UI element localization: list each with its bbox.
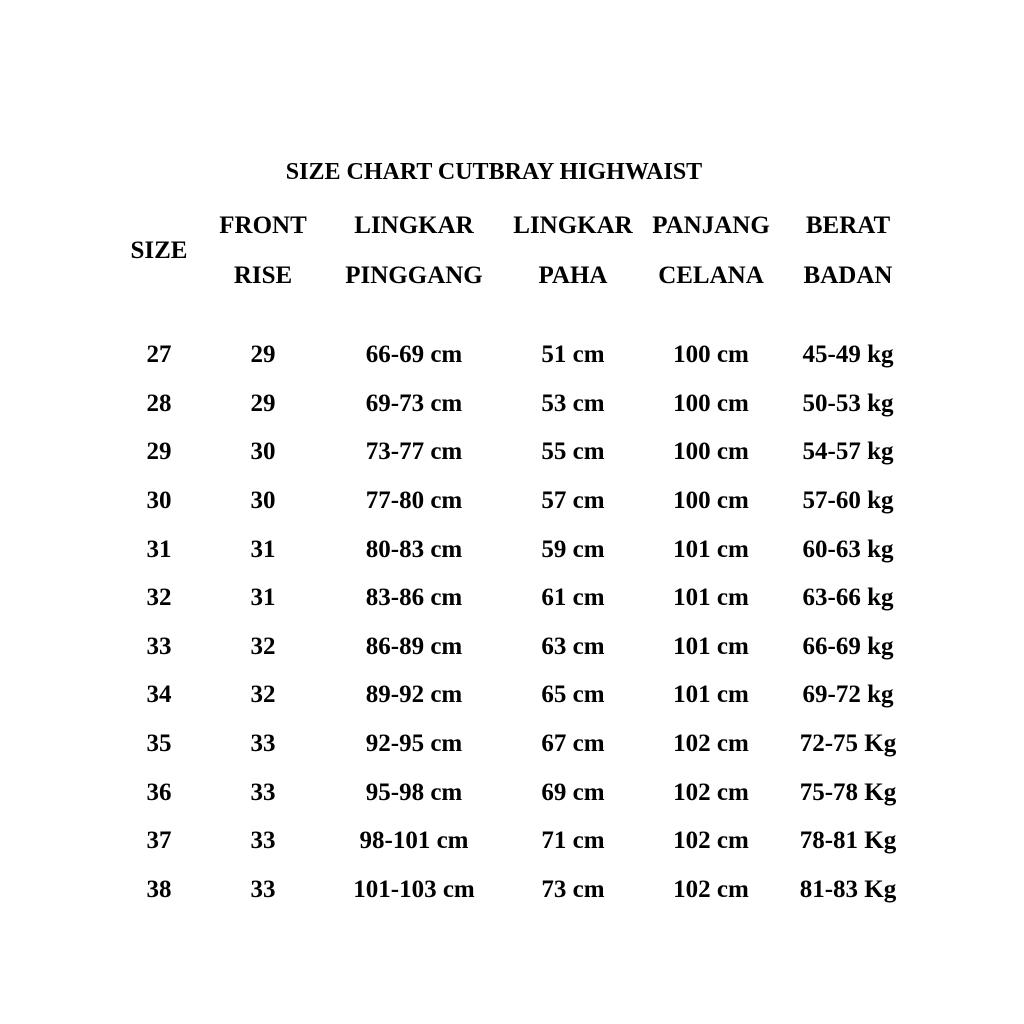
cell-size: 33 — [146, 632, 172, 660]
column-header-front-rise — [213, 201, 313, 301]
column-header-line: CELANA — [658, 262, 764, 289]
cell-front-rise: 30 — [250, 438, 276, 466]
column-header-size — [105, 201, 213, 301]
cell-berat-badan: 45-49 kg — [802, 341, 894, 369]
column-header-line: PAHA — [538, 262, 608, 289]
cell-panjang-celana: 100 cm — [673, 487, 749, 515]
cell-lingkar-paha: 55 cm — [541, 438, 605, 466]
cell-berat-badan: 75-78 Kg — [799, 778, 897, 806]
column-header-line: PANJANG — [652, 212, 770, 239]
cell-panjang-celana: 100 cm — [673, 438, 749, 466]
cell-berat-badan: 78-81 Kg — [799, 827, 897, 855]
cell-front-rise: 32 — [250, 632, 276, 660]
cell-size: 30 — [146, 487, 172, 515]
cell-size: 34 — [146, 681, 172, 709]
size-chart-table — [105, 0, 905, 1024]
cell-lingkar-pinggang: 98-101 cm — [359, 827, 469, 855]
cell-lingkar-paha: 69 cm — [541, 778, 605, 806]
cell-berat-badan: 72-75 Kg — [799, 730, 897, 758]
cell-lingkar-pinggang: 92-95 cm — [365, 730, 463, 758]
table-row — [105, 428, 905, 477]
cell-front-rise: 31 — [250, 584, 276, 612]
column-header-lingkar-pinggang — [313, 201, 515, 301]
table-row — [105, 671, 905, 720]
column-header-panjang-celana — [631, 201, 791, 301]
column-header-line: LINGKAR — [513, 212, 633, 239]
column-header-line: BADAN — [803, 262, 893, 289]
column-header-line: SIZE — [130, 237, 188, 264]
cell-berat-badan: 57-60 kg — [802, 487, 894, 515]
cell-front-rise: 32 — [250, 681, 276, 709]
chart-title: SIZE CHART CUTBRAY HIGHWAIST — [285, 159, 703, 185]
cell-berat-badan: 50-53 kg — [802, 389, 894, 417]
cell-size: 31 — [146, 535, 172, 563]
cell-berat-badan: 63-66 kg — [802, 584, 894, 612]
column-header-line: FRONT — [219, 212, 307, 239]
cell-front-rise: 30 — [250, 487, 276, 515]
cell-panjang-celana: 101 cm — [673, 535, 749, 563]
column-header-line: BERAT — [805, 212, 891, 239]
table-row — [105, 525, 905, 574]
cell-lingkar-paha: 63 cm — [541, 632, 605, 660]
cell-front-rise: 33 — [250, 827, 276, 855]
cell-size: 38 — [146, 875, 172, 903]
table-row — [105, 720, 905, 769]
cell-front-rise: 33 — [250, 875, 276, 903]
cell-panjang-celana: 102 cm — [673, 778, 749, 806]
column-header-line: LINGKAR — [354, 212, 474, 239]
cell-panjang-celana: 102 cm — [673, 875, 749, 903]
cell-lingkar-paha: 57 cm — [541, 487, 605, 515]
cell-lingkar-paha: 67 cm — [541, 730, 605, 758]
cell-size: 32 — [146, 584, 172, 612]
column-header-line: RISE — [233, 262, 293, 289]
cell-panjang-celana: 100 cm — [673, 389, 749, 417]
cell-berat-badan: 69-72 kg — [802, 681, 894, 709]
cell-berat-badan: 66-69 kg — [802, 632, 894, 660]
cell-panjang-celana: 101 cm — [673, 681, 749, 709]
table-row — [105, 866, 905, 915]
column-header-line: PINGGANG — [345, 262, 483, 289]
table-row — [105, 623, 905, 672]
table-header — [105, 201, 905, 301]
cell-panjang-celana: 102 cm — [673, 827, 749, 855]
cell-front-rise: 29 — [250, 389, 276, 417]
table-row — [105, 380, 905, 429]
cell-size: 27 — [146, 341, 172, 369]
cell-lingkar-paha: 65 cm — [541, 681, 605, 709]
cell-lingkar-pinggang: 69-73 cm — [365, 389, 463, 417]
table-row — [105, 574, 905, 623]
cell-lingkar-pinggang: 83-86 cm — [365, 584, 463, 612]
cell-panjang-celana: 102 cm — [673, 730, 749, 758]
cell-lingkar-paha: 71 cm — [541, 827, 605, 855]
table-body — [105, 331, 905, 914]
cell-lingkar-pinggang: 86-89 cm — [365, 632, 463, 660]
cell-size: 37 — [146, 827, 172, 855]
cell-size: 29 — [146, 438, 172, 466]
table-row — [105, 331, 905, 380]
cell-panjang-celana: 100 cm — [673, 341, 749, 369]
column-header-lingkar-paha — [515, 201, 631, 301]
table-row — [105, 477, 905, 526]
cell-lingkar-paha: 61 cm — [541, 584, 605, 612]
table-row — [105, 768, 905, 817]
cell-panjang-celana: 101 cm — [673, 584, 749, 612]
cell-front-rise: 31 — [250, 535, 276, 563]
cell-berat-badan: 54-57 kg — [802, 438, 894, 466]
cell-lingkar-paha: 51 cm — [541, 341, 605, 369]
cell-berat-badan: 60-63 kg — [802, 535, 894, 563]
cell-lingkar-pinggang: 66-69 cm — [365, 341, 463, 369]
cell-lingkar-paha: 73 cm — [541, 875, 605, 903]
cell-front-rise: 33 — [250, 778, 276, 806]
cell-size: 28 — [146, 389, 172, 417]
cell-lingkar-paha: 53 cm — [541, 389, 605, 417]
cell-lingkar-pinggang: 80-83 cm — [365, 535, 463, 563]
column-header-berat-badan — [791, 201, 905, 301]
cell-lingkar-pinggang: 89-92 cm — [365, 681, 463, 709]
cell-front-rise: 29 — [250, 341, 276, 369]
cell-size: 35 — [146, 730, 172, 758]
cell-lingkar-pinggang: 77-80 cm — [365, 487, 463, 515]
cell-lingkar-pinggang: 73-77 cm — [365, 438, 463, 466]
cell-lingkar-pinggang: 101-103 cm — [353, 875, 475, 903]
cell-berat-badan: 81-83 Kg — [799, 875, 897, 903]
cell-lingkar-pinggang: 95-98 cm — [365, 778, 463, 806]
table-row — [105, 817, 905, 866]
cell-lingkar-paha: 59 cm — [541, 535, 605, 563]
cell-front-rise: 33 — [250, 730, 276, 758]
cell-panjang-celana: 101 cm — [673, 632, 749, 660]
cell-size: 36 — [146, 778, 172, 806]
